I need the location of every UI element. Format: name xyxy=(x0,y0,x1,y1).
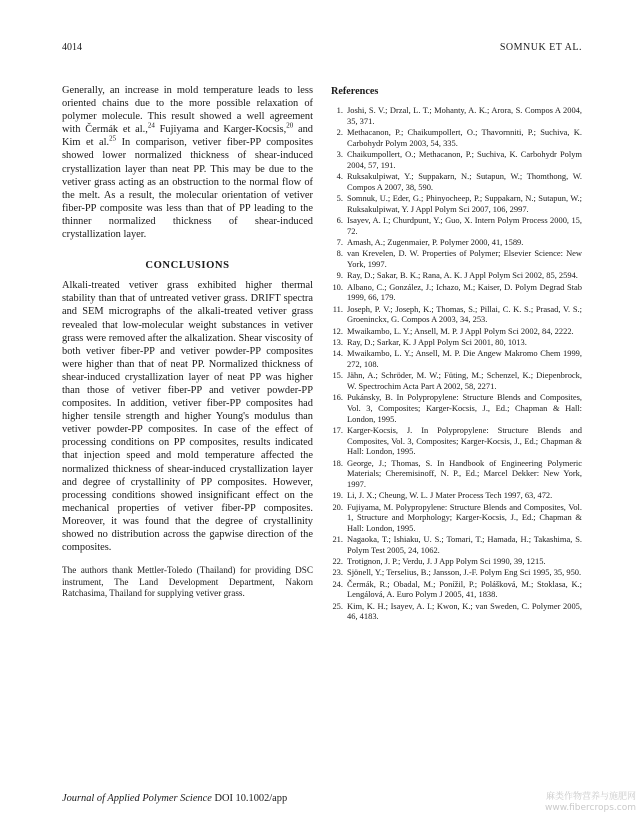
reference-item xyxy=(331,502,582,534)
reference-text: Fujiyama, M. Polypropylene: Structure Blends and Composites, Vol. 1, Structure and Morphology; Karger-Kocsis, J., Ed.; Chapman & Hall: London, 1995. xyxy=(347,501,582,533)
reference-item xyxy=(331,601,582,622)
reference-item xyxy=(331,304,582,325)
reference-number: 5. xyxy=(336,192,343,203)
intro-text-3: and Kim et al. xyxy=(62,124,313,149)
reference-number: 12. xyxy=(332,325,343,336)
reference-item xyxy=(331,171,582,192)
reference-text: George, J.; Thomas, S. In Handbook of Engineering Polymeric Materials; Cheremisinoff, N. P., Ed.; Marcel Dekker: New York, 1997. xyxy=(347,457,582,489)
intro-text-4: In comparison, vetiver fiber-PP composites showed lower normalized thickness of shear-induced crystallization layer than neat PP. This may be due to the vetiver grass acting as an obstruction to the normal flow of the melt. As a result, the molecular orientation of vetiver fiber-PP composite was less than that of PP leading to the thinner normalized thickness of shear-induced crystallization layer. xyxy=(62,137,314,241)
reference-number: 7. xyxy=(336,236,343,247)
doi: DOI 10.1002/app xyxy=(211,793,288,804)
reference-number: 21. xyxy=(332,534,343,545)
reference-number: 2. xyxy=(336,126,343,137)
reference-number: 22. xyxy=(332,556,343,567)
references-column xyxy=(331,84,582,623)
references-list xyxy=(331,105,582,622)
reference-item xyxy=(331,105,582,126)
reference-item xyxy=(331,149,582,170)
reference-text: Pukánsky, B. In Polypropylene: Structure Blends and Composites, Vol. 3, Composites; Karger-Kocsis, J., Ed.; Chapman & Hall: London, 1995. xyxy=(347,392,582,424)
reference-item xyxy=(331,556,582,567)
reference-text: Li, J. X.; Cheung, W. L. J Mater Process Tech 1997, 63, 472. xyxy=(347,490,553,501)
reference-text: Čermák, R.; Obadal, M.; Ponížil, P.; Polášková, M.; Stoklasa, K.; Lengálová, A. Euro Polym J 2005, 41, 1838. xyxy=(347,578,582,600)
reference-number: 14. xyxy=(332,348,343,359)
reference-text: Chaikumpollert, O.; Methacanon, P.; Suchiva, K. Carbohydr Polym 2004, 57, 191. xyxy=(347,148,582,170)
reference-number: 18. xyxy=(332,457,343,468)
reference-text: Joseph, P. V.; Joseph, K.; Thomas, S.; Pillai, C. K. S.; Prasad, V. S.; Groeninckx, G. Compos A 2003, 34, 253. xyxy=(347,303,582,325)
reference-item xyxy=(331,237,582,248)
reference-number: 15. xyxy=(332,370,343,381)
reference-text: Isayev, A. I.; Churdpunt, Y.; Guo, X. Intern Polym Process 2000, 15, 72. xyxy=(347,214,582,236)
page-number: 4014 xyxy=(62,42,82,53)
reference-text: Ruksakulpiwat, Y.; Suppakarn, N.; Sutapun, W.; Thomthong, W. Compos A 2007, 38, 590. xyxy=(347,170,582,192)
reference-text: Amash, A.; Zugenmaier, P. Polymer 2000, 41, 1589. xyxy=(347,236,524,247)
reference-item xyxy=(331,337,582,348)
reference-text: Trotignon, J. P.; Verdu, J. J App Polym Sci 1990, 39, 1215. xyxy=(347,556,546,567)
reference-item xyxy=(331,282,582,303)
page-footer xyxy=(62,793,287,804)
citation-20[interactable]: 20 xyxy=(286,121,294,130)
reference-text: van Krevelen, D. W. Properties of Polymer; Elsevier Science: New York, 1997. xyxy=(347,248,582,269)
reference-number: 9. xyxy=(336,270,343,281)
reference-item xyxy=(331,193,582,214)
reference-number: 10. xyxy=(332,281,343,292)
reference-text: Karger-Kocsis, J. In Polypropylene: Structure Blends and Composites, Vol. 3, Composites; Karger-Kocsis, J., Ed.; Chapman & Hall: London, 1995. xyxy=(347,424,582,457)
reference-text: Mwaikambo, L. Y.; Ansell, M. P. Die Angew Makromo Chem 1999, 272, 108. xyxy=(347,348,582,370)
reference-text: Methacanon, P.; Chaikumpollert, O.; Thavornniti, P.; Suchiva, K. Carbohydr Polym 2003, 54, 335. xyxy=(347,126,582,148)
reference-text: Joshi, S. V.; Drzal, L. T.; Mohanty, A. K.; Arora, S. Compos A 2004, 35, 371. xyxy=(347,105,582,126)
reference-number: 20. xyxy=(332,501,343,512)
reference-number: 25. xyxy=(332,600,343,611)
reference-number: 11. xyxy=(332,303,343,314)
reference-item xyxy=(331,458,582,490)
reference-text: Ray, D.; Sarkar, K. J Appl Polym Sci 2001, 80, 1013. xyxy=(347,337,527,348)
reference-number: 19. xyxy=(332,490,343,501)
reference-item xyxy=(331,490,582,501)
intro-text-1: Generally, an increase in mold temperature leads to less oriented chains due to the more possible relaxation of polymer molecule. This result showed a well agreement with Čermák et al., xyxy=(62,85,313,136)
reference-item xyxy=(331,534,582,555)
reference-number: 23. xyxy=(332,567,343,578)
reference-item xyxy=(331,348,582,369)
journal-name: Journal of Applied Polymer Science xyxy=(62,793,212,804)
reference-item xyxy=(331,326,582,337)
reference-number: 4. xyxy=(336,170,343,181)
running-head: SOMNUK ET AL. xyxy=(499,42,582,53)
reference-number: 16. xyxy=(332,392,343,403)
reference-text: Ray, D.; Sakar, B. K.; Rana, A. K. J Appl Polym Sci 2002, 85, 2594. xyxy=(347,270,578,281)
references-heading: References xyxy=(331,86,379,97)
reference-item xyxy=(331,579,582,600)
reference-text: Albano, C.; González, J.; Ichazo, M.; Kaiser, D. Polym Degrad Stab 1999, 66, 179. xyxy=(347,281,582,303)
reference-number: 8. xyxy=(336,248,343,259)
left-column xyxy=(62,84,313,600)
intro-text-2: Fujiyama and Karger-Kocsis, xyxy=(154,124,287,136)
reference-item xyxy=(331,392,582,424)
watermark xyxy=(545,792,636,814)
reference-item xyxy=(331,270,582,281)
reference-text: Sjönell, Y.; Terselius, B.; Jansson, J.-F. Polym Eng Sci 1995, 35, 950. xyxy=(347,567,582,578)
reference-number: 3. xyxy=(336,148,343,159)
citation-24[interactable]: 24 xyxy=(147,121,155,130)
reference-text: Kim, K. H.; Isayev, A. I.; Kwon, K.; van Sweden, C. Polymer 2005, 46, 4183. xyxy=(347,600,582,622)
reference-item xyxy=(331,370,582,391)
reference-text: Mwaikambo, L. Y.; Ansell, M. P. J Appl Polym Sci 2002, 84, 2222. xyxy=(347,325,574,336)
watermark-url: www.fibercrops.com xyxy=(545,803,636,813)
reference-number: 1. xyxy=(336,105,343,115)
conclusions-heading: CONCLUSIONS xyxy=(145,260,230,272)
intro-paragraph xyxy=(62,84,313,241)
reference-number: 24. xyxy=(332,578,343,589)
conclusions-paragraph: Alkali-treated vetiver grass exhibited higher thermal stability than that of untreated vetiver grass. DRIFT spectra and SEM micrographs of the alkali-treated vetiver grass revealed that low-molecular weight substances in vetiver grass were removed after the alkalization. Shear viscosity of both vetiver fiber-PP and vetiver powder-PP composites were higher than that of neat PP. Normalized thickness of shear-induced crystallization layer of neat PP was higher than those of vetiver fiber-PP and vetiver powder-PP composites. In addition, vetiver fiber-PP composites had higher tensile strength and higher Young's modulus than vetiver powder-PP composites. In case of the effect of processing conditions on PP composites, results indicated that injection speed and mold temperature affected the normalized thickness of shear-induced crystallization layer and degree of crystallinity of PP composites. However, processing conditions showed insignificant effect on the mechanical properties of vetiver fiber-PP composites. Moreover, it was found that the degree of crystallinity showed no distribution across the gapwise direction of the composites. xyxy=(62,280,313,554)
watermark-line-1: 麻类作物营养与施肥网 xyxy=(545,792,636,802)
acknowledgment: The authors thank Mettler-Toledo (Thailand) for providing DSC instrument, The Land Development Department, Nakorn Ratchasima, Thailand for supplying vetiver grass. xyxy=(62,565,313,599)
reference-number: 13. xyxy=(332,337,343,348)
reference-number: 17. xyxy=(332,424,343,435)
reference-text: Nagaoka, T.; Ishiaku, U. S.; Tomari, T.; Hamada, H.; Takashima, S. Polym Test 2005, 24, 1062. xyxy=(347,534,582,555)
reference-number: 6. xyxy=(336,214,343,225)
reference-item xyxy=(331,215,582,236)
citation-25[interactable]: 25 xyxy=(109,134,117,143)
reference-text: Jähn, A.; Schröder, M. W.; Füting, M.; Schenzel, K.; Diepenbrock, W. Spectrochim Acta Part A 2002, 58, 2271. xyxy=(347,370,582,391)
reference-item xyxy=(331,127,582,148)
reference-item xyxy=(331,248,582,269)
reference-item xyxy=(331,567,582,578)
reference-text: Somnuk, U.; Eder, G.; Phinyocheep, P.; Suppakarn, N.; Sutapun, W.; Ruksakulpiwat, Y. J Appl Polym Sci 2007, 106, 2997. xyxy=(347,192,582,214)
reference-item xyxy=(331,425,582,457)
